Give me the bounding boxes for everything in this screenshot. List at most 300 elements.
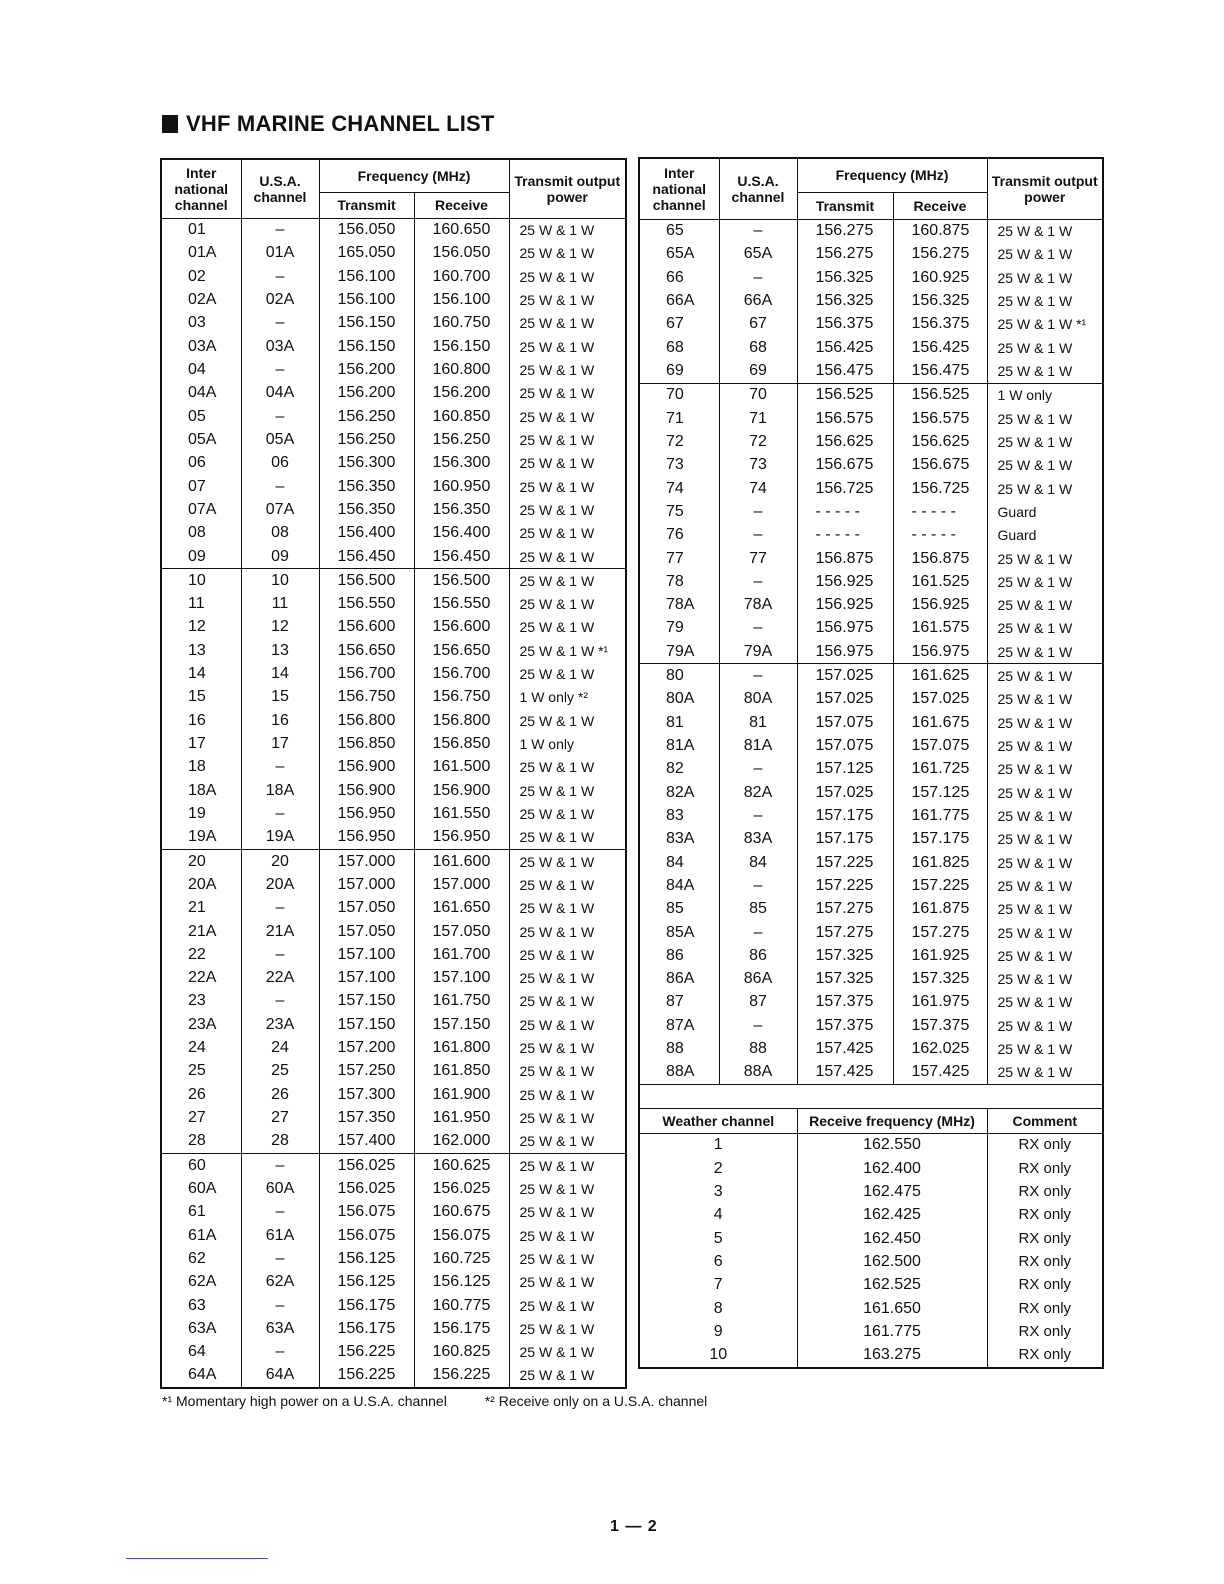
usa-channel-cell: –: [241, 802, 319, 825]
usa-channel-cell: –: [241, 1154, 319, 1178]
usa-channel-cell: 28: [241, 1130, 319, 1154]
transmit-freq-cell: 157.000: [319, 849, 414, 873]
usa-channel-cell: 60A: [241, 1177, 319, 1200]
table-row: [161, 920, 626, 943]
receive-freq-cell: 161.850: [414, 1060, 509, 1083]
transmit-freq-cell: 157.425: [797, 1061, 893, 1085]
usa-channel-cell: –: [241, 312, 319, 335]
table-row: [161, 1201, 626, 1224]
weather-freq-header: Receive frequency (MHz): [797, 1109, 987, 1133]
usa-channel-cell: –: [241, 218, 319, 242]
transmit-freq-cell: 165.050: [319, 242, 414, 265]
weather-channel-cell: 7: [639, 1274, 797, 1297]
transmit-freq-cell: 156.875: [797, 547, 893, 570]
power-cell: 25 W & 1 W: [519, 501, 595, 518]
usa-channel-cell: 15: [241, 686, 319, 709]
receive-freq-cell: 157.125: [893, 781, 987, 804]
usa-channel-cell: 84: [719, 851, 797, 874]
receive-freq-cell: 161.725: [893, 758, 987, 781]
table-row: [639, 383, 1103, 407]
intl-channel-cell: 67: [639, 313, 719, 336]
transmit-freq-cell: 157.200: [319, 1036, 414, 1059]
decorative-rule: [126, 1558, 268, 1559]
transmit-freq-cell: 156.325: [797, 289, 893, 312]
usa-channel-cell: –: [241, 1247, 319, 1270]
transmit-freq-cell: 157.075: [797, 711, 893, 734]
usa-channel-cell: –: [719, 1014, 797, 1037]
table-row: [161, 1036, 626, 1059]
transmit-freq-cell: 156.475: [797, 359, 893, 383]
table-row: [161, 873, 626, 896]
intl-channel-cell: 85: [639, 898, 719, 921]
table-row: [161, 967, 626, 990]
usa-channel-cell: –: [719, 617, 797, 640]
intl-channel-cell: 16: [161, 709, 241, 732]
table-row: [639, 524, 1103, 547]
usa-channel-cell: –: [719, 500, 797, 523]
transmit-freq-cell: 156.225: [319, 1364, 414, 1388]
weather-row: [639, 1297, 1103, 1320]
receive-freq-cell: 156.275: [893, 243, 987, 266]
receive-freq-cell: 160.775: [414, 1294, 509, 1317]
weather-freq-cell: 162.400: [797, 1157, 987, 1180]
table-row: [161, 358, 626, 381]
usa-channel-cell: –: [719, 758, 797, 781]
transmit-freq-cell: 157.025: [797, 664, 893, 688]
table-row: [639, 711, 1103, 734]
table-row: [639, 688, 1103, 711]
intl-channel-cell: 04: [161, 358, 241, 381]
receive-freq-cell: - - - - -: [893, 500, 987, 523]
transmit-freq-cell: 156.275: [797, 219, 893, 243]
col-header-receive: Receive: [893, 192, 987, 219]
transmit-freq-cell: 157.325: [797, 944, 893, 967]
col-header-transmit: Transmit: [797, 192, 893, 219]
receive-freq-cell: 161.875: [893, 898, 987, 921]
power-cell: 25 W & 1 W *¹: [997, 316, 1087, 333]
transmit-freq-cell: 156.075: [319, 1224, 414, 1247]
power-cell: 25 W & 1 W: [997, 1064, 1073, 1081]
table-row: [639, 289, 1103, 312]
table-row: [161, 1060, 626, 1083]
usa-channel-cell: 78A: [719, 594, 797, 617]
weather-row: [639, 1274, 1103, 1297]
transmit-freq-cell: 156.025: [319, 1154, 414, 1178]
table-row: [639, 804, 1103, 827]
intl-channel-cell: 27: [161, 1106, 241, 1129]
intl-channel-cell: 07A: [161, 498, 241, 521]
receive-freq-cell: 157.025: [893, 688, 987, 711]
usa-channel-cell: –: [241, 265, 319, 288]
power-cell: 25 W & 1 W: [519, 946, 595, 963]
receive-freq-cell: 160.950: [414, 475, 509, 498]
transmit-freq-cell: 156.075: [319, 1201, 414, 1224]
table-row: [161, 1106, 626, 1129]
footnote-1: *¹ Momentary high power on a U.S.A. channel: [162, 1393, 447, 1409]
receive-freq-cell: 160.650: [414, 218, 509, 242]
intl-channel-cell: 06: [161, 452, 241, 475]
col-header-receive: Receive: [414, 192, 509, 218]
transmit-freq-cell: 156.125: [319, 1271, 414, 1294]
receive-freq-cell: 157.175: [893, 828, 987, 851]
intl-channel-cell: 07: [161, 475, 241, 498]
weather-channel-cell: 2: [639, 1157, 797, 1180]
footnotes: [162, 1393, 741, 1409]
intl-channel-cell: 17: [161, 732, 241, 755]
transmit-freq-cell: 156.600: [319, 616, 414, 639]
transmit-freq-cell: 156.125: [319, 1247, 414, 1270]
weather-comment-cell: RX only: [1018, 1276, 1072, 1294]
receive-freq-cell: 160.850: [414, 405, 509, 428]
receive-freq-cell: 156.200: [414, 382, 509, 405]
weather-channel-cell: 3: [639, 1180, 797, 1203]
table-row: [639, 1014, 1103, 1037]
table-row: [161, 990, 626, 1013]
power-cell: 1 W only *²: [519, 689, 588, 706]
power-cell: 25 W & 1 W: [997, 901, 1073, 918]
transmit-freq-cell: 156.175: [319, 1317, 414, 1340]
usa-channel-cell: 10: [241, 569, 319, 593]
transmit-freq-cell: 156.725: [797, 477, 893, 500]
intl-channel-cell: 70: [639, 383, 719, 407]
weather-freq-cell: 163.275: [797, 1344, 987, 1368]
power-cell: 25 W & 1 W: [519, 362, 595, 379]
table-row: [161, 1317, 626, 1340]
transmit-freq-cell: 157.275: [797, 898, 893, 921]
receive-freq-cell: 156.725: [893, 477, 987, 500]
transmit-freq-cell: 156.275: [797, 243, 893, 266]
transmit-freq-cell: 156.625: [797, 430, 893, 453]
intl-channel-cell: 78A: [639, 594, 719, 617]
usa-channel-cell: –: [241, 990, 319, 1013]
usa-channel-cell: 26: [241, 1083, 319, 1106]
transmit-freq-cell: 156.550: [319, 593, 414, 616]
usa-channel-cell: 64A: [241, 1364, 319, 1388]
transmit-freq-cell: 156.250: [319, 428, 414, 451]
receive-freq-cell: 156.800: [414, 709, 509, 732]
transmit-freq-cell: 157.275: [797, 921, 893, 944]
power-cell: 25 W & 1 W: [519, 900, 595, 917]
table-row: [161, 265, 626, 288]
weather-comment-cell: RX only: [1018, 1252, 1072, 1270]
table-row: [639, 617, 1103, 640]
power-cell: 25 W & 1 W: [519, 315, 595, 332]
usa-channel-cell: 25: [241, 1060, 319, 1083]
transmit-freq-cell: 157.225: [797, 851, 893, 874]
power-cell: 25 W & 1 W: [519, 853, 595, 870]
receive-freq-cell: 156.400: [414, 522, 509, 545]
usa-channel-cell: –: [241, 358, 319, 381]
receive-freq-cell: 162.000: [414, 1130, 509, 1154]
power-cell: Guard: [997, 503, 1037, 520]
table-row: [639, 243, 1103, 266]
intl-channel-cell: 77: [639, 547, 719, 570]
weather-channel-cell: 9: [639, 1320, 797, 1343]
usa-channel-cell: –: [719, 570, 797, 593]
receive-freq-cell: 156.175: [414, 1317, 509, 1340]
weather-row: [639, 1227, 1103, 1250]
power-cell: 1 W only: [997, 387, 1052, 404]
transmit-freq-cell: 157.300: [319, 1083, 414, 1106]
power-cell: 25 W & 1 W: [519, 596, 595, 613]
page-title: [162, 111, 495, 137]
weather-channel-cell: 5: [639, 1227, 797, 1250]
intl-channel-cell: 61A: [161, 1224, 241, 1247]
weather-row: [639, 1320, 1103, 1343]
weather-row: [639, 1157, 1103, 1180]
power-cell: 25 W & 1 W: [997, 433, 1073, 450]
intl-channel-cell: 19A: [161, 826, 241, 850]
table-row: [639, 500, 1103, 523]
usa-channel-cell: 70: [719, 383, 797, 407]
table-row: [161, 1224, 626, 1247]
receive-freq-cell: 161.525: [893, 570, 987, 593]
power-cell: 25 W & 1 W: [519, 222, 595, 239]
receive-freq-cell: 161.775: [893, 804, 987, 827]
intl-channel-cell: 20A: [161, 873, 241, 896]
weather-comment-cell: RX only: [1018, 1159, 1072, 1177]
power-cell: 25 W & 1 W: [519, 1204, 595, 1221]
usa-channel-cell: –: [719, 874, 797, 897]
intl-channel-cell: 28: [161, 1130, 241, 1154]
table-row: [639, 734, 1103, 757]
usa-channel-cell: 82A: [719, 781, 797, 804]
intl-channel-cell: 18A: [161, 779, 241, 802]
weather-channel-header: Weather channel: [639, 1109, 797, 1133]
table-row: [161, 1364, 626, 1388]
power-cell: 25 W & 1 W: [997, 410, 1073, 427]
usa-channel-cell: 11: [241, 593, 319, 616]
usa-channel-cell: –: [719, 921, 797, 944]
receive-freq-cell: 160.725: [414, 1247, 509, 1270]
power-cell: 25 W & 1 W: [997, 971, 1073, 988]
receive-freq-cell: 156.250: [414, 428, 509, 451]
col-header-freq: Frequency (MHz): [797, 158, 987, 192]
table-row: [161, 849, 626, 873]
right-table-body: [639, 219, 1103, 1368]
table-row: [161, 1294, 626, 1317]
weather-comment-cell: RX only: [1018, 1346, 1072, 1364]
intl-channel-cell: 21A: [161, 920, 241, 943]
power-cell: 25 W & 1 W: [997, 854, 1073, 871]
intl-channel-cell: 12: [161, 616, 241, 639]
receive-freq-cell: 161.825: [893, 851, 987, 874]
usa-channel-cell: 13: [241, 639, 319, 662]
transmit-freq-cell: 156.200: [319, 358, 414, 381]
power-cell: 25 W & 1 W: [519, 782, 595, 799]
receive-freq-cell: 156.625: [893, 430, 987, 453]
power-cell: 25 W & 1 W: [509, 545, 626, 569]
receive-freq-cell: 156.875: [893, 547, 987, 570]
power-cell: 25 W & 1 W: [519, 1110, 595, 1127]
usa-channel-cell: 19A: [241, 826, 319, 850]
transmit-freq-cell: 156.975: [797, 640, 893, 664]
weather-channel-cell: 4: [639, 1204, 797, 1227]
table-row: [161, 616, 626, 639]
transmit-freq-cell: 156.650: [319, 639, 414, 662]
page-number: 1 — 2: [610, 1518, 658, 1535]
table-row: [639, 219, 1103, 243]
power-cell: Guard: [997, 527, 1037, 544]
transmit-freq-cell: 157.175: [797, 804, 893, 827]
receive-freq-cell: 156.900: [414, 779, 509, 802]
intl-channel-cell: 61: [161, 1201, 241, 1224]
usa-channel-cell: 63A: [241, 1317, 319, 1340]
table-row: [639, 594, 1103, 617]
usa-channel-cell: 12: [241, 616, 319, 639]
usa-channel-cell: 86A: [719, 968, 797, 991]
col-header-intl: Inter national channel: [161, 159, 241, 218]
usa-channel-cell: 20A: [241, 873, 319, 896]
table-row: [161, 593, 626, 616]
transmit-freq-cell: - - - - -: [797, 500, 893, 523]
usa-channel-cell: 74: [719, 477, 797, 500]
transmit-freq-cell: 157.025: [797, 688, 893, 711]
usa-channel-cell: 17: [241, 732, 319, 755]
transmit-freq-cell: 156.900: [319, 756, 414, 779]
receive-freq-cell: 161.500: [414, 756, 509, 779]
power-cell: 25 W & 1 W: [997, 761, 1073, 778]
table-row: [161, 475, 626, 498]
table-row: [161, 1341, 626, 1364]
usa-channel-cell: –: [241, 1201, 319, 1224]
intl-channel-cell: 60: [161, 1154, 241, 1178]
weather-row: [639, 1133, 1103, 1157]
receive-freq-cell: 157.075: [893, 734, 987, 757]
power-cell: 25 W & 1 W: [519, 712, 595, 729]
power-cell: 25 W & 1 W: [997, 550, 1073, 567]
table-row: [639, 781, 1103, 804]
weather-row: [639, 1344, 1103, 1368]
power-cell: 25 W & 1 W: [997, 994, 1073, 1011]
weather-freq-cell: 162.425: [797, 1204, 987, 1227]
power-cell: 25 W & 1 W: [509, 826, 626, 850]
receive-freq-cell: 157.000: [414, 873, 509, 896]
usa-channel-cell: 83A: [719, 828, 797, 851]
col-header-power: Transmit output power: [509, 159, 626, 218]
intl-channel-cell: 84: [639, 851, 719, 874]
col-header-usa: U.S.A. channel: [719, 158, 797, 219]
usa-channel-cell: 05A: [241, 428, 319, 451]
receive-freq-cell: 161.975: [893, 991, 987, 1014]
power-cell: 25 W & 1 W: [519, 292, 595, 309]
receive-freq-cell: 161.950: [414, 1106, 509, 1129]
usa-channel-cell: 62A: [241, 1271, 319, 1294]
power-cell: 25 W & 1 W: [519, 805, 595, 822]
usa-channel-cell: –: [241, 897, 319, 920]
usa-channel-cell: 65A: [719, 243, 797, 266]
table-row: [639, 477, 1103, 500]
power-cell: 25 W & 1 W: [997, 293, 1073, 310]
intl-channel-cell: 72: [639, 430, 719, 453]
power-cell: 25 W & 1 W: [519, 1016, 595, 1033]
table-row: [161, 218, 626, 242]
usa-channel-cell: 22A: [241, 967, 319, 990]
power-cell: 25 W & 1 W: [519, 245, 595, 262]
weather-channel-cell: 1: [639, 1133, 797, 1157]
usa-channel-cell: 66A: [719, 289, 797, 312]
power-cell: 25 W & 1 W: [519, 268, 595, 285]
table-row: [161, 522, 626, 545]
intl-channel-cell: 79: [639, 617, 719, 640]
intl-channel-cell: 66: [639, 266, 719, 289]
usa-channel-cell: 20: [241, 849, 319, 873]
usa-channel-cell: 71: [719, 407, 797, 430]
weather-row: [639, 1204, 1103, 1227]
usa-channel-cell: –: [241, 756, 319, 779]
intl-channel-cell: 83: [639, 804, 719, 827]
receive-freq-cell: 156.525: [893, 383, 987, 407]
usa-channel-cell: 01A: [241, 242, 319, 265]
usa-channel-cell: –: [719, 524, 797, 547]
intl-channel-cell: 24: [161, 1036, 241, 1059]
usa-channel-cell: 14: [241, 662, 319, 685]
intl-channel-cell: 20: [161, 849, 241, 873]
power-cell: 25 W & 1 W: [997, 480, 1073, 497]
power-cell: 25 W & 1 W: [519, 1040, 595, 1057]
transmit-freq-cell: 156.200: [319, 382, 414, 405]
left-table-body: [161, 218, 626, 1388]
receive-freq-cell: 156.500: [414, 569, 509, 593]
receive-freq-cell: 156.350: [414, 498, 509, 521]
weather-comment-cell: RX only: [1018, 1299, 1072, 1317]
transmit-freq-cell: 157.225: [797, 874, 893, 897]
usa-channel-cell: 87: [719, 991, 797, 1014]
usa-channel-cell: 72: [719, 430, 797, 453]
power-cell: 25 W & 1 W: [519, 1180, 595, 1197]
spacer-row: [639, 1085, 1103, 1109]
transmit-freq-cell: 157.050: [319, 920, 414, 943]
usa-channel-cell: 16: [241, 709, 319, 732]
intl-channel-cell: 15: [161, 686, 241, 709]
table-row: [639, 758, 1103, 781]
power-cell: 25 W & 1 W: [519, 1086, 595, 1103]
table-row: [161, 897, 626, 920]
power-cell: 25 W & 1 W: [997, 877, 1073, 894]
table-row: [639, 570, 1103, 593]
usa-channel-cell: 80A: [719, 688, 797, 711]
table-row: [639, 640, 1103, 664]
power-cell: 25 W & 1 W: [997, 668, 1073, 685]
table-row: [161, 569, 626, 593]
table-row: [161, 1271, 626, 1294]
weather-freq-cell: 162.475: [797, 1180, 987, 1203]
receive-freq-cell: 156.700: [414, 662, 509, 685]
receive-freq-cell: 156.575: [893, 407, 987, 430]
usa-channel-cell: 23A: [241, 1013, 319, 1036]
table-row: [639, 944, 1103, 967]
power-cell: 25 W & 1 W: [997, 1017, 1073, 1034]
usa-channel-cell: 79A: [719, 640, 797, 664]
receive-freq-cell: 160.675: [414, 1201, 509, 1224]
transmit-freq-cell: 157.175: [797, 828, 893, 851]
transmit-freq-cell: 156.400: [319, 522, 414, 545]
intl-channel-cell: 22: [161, 943, 241, 966]
transmit-freq-cell: 156.450: [319, 545, 414, 569]
power-cell: 25 W & 1 W: [519, 1274, 595, 1291]
intl-channel-cell: 87: [639, 991, 719, 1014]
weather-channel-cell: 8: [639, 1297, 797, 1320]
table-row: [161, 686, 626, 709]
weather-comment-cell: RX only: [1018, 1229, 1072, 1247]
usa-channel-cell: 68: [719, 336, 797, 359]
receive-freq-cell: 156.100: [414, 288, 509, 311]
receive-freq-cell: 156.650: [414, 639, 509, 662]
receive-freq-cell: 157.225: [893, 874, 987, 897]
table-row: [161, 242, 626, 265]
usa-channel-cell: –: [241, 1341, 319, 1364]
power-cell: 25 W & 1 W: [519, 1367, 595, 1384]
